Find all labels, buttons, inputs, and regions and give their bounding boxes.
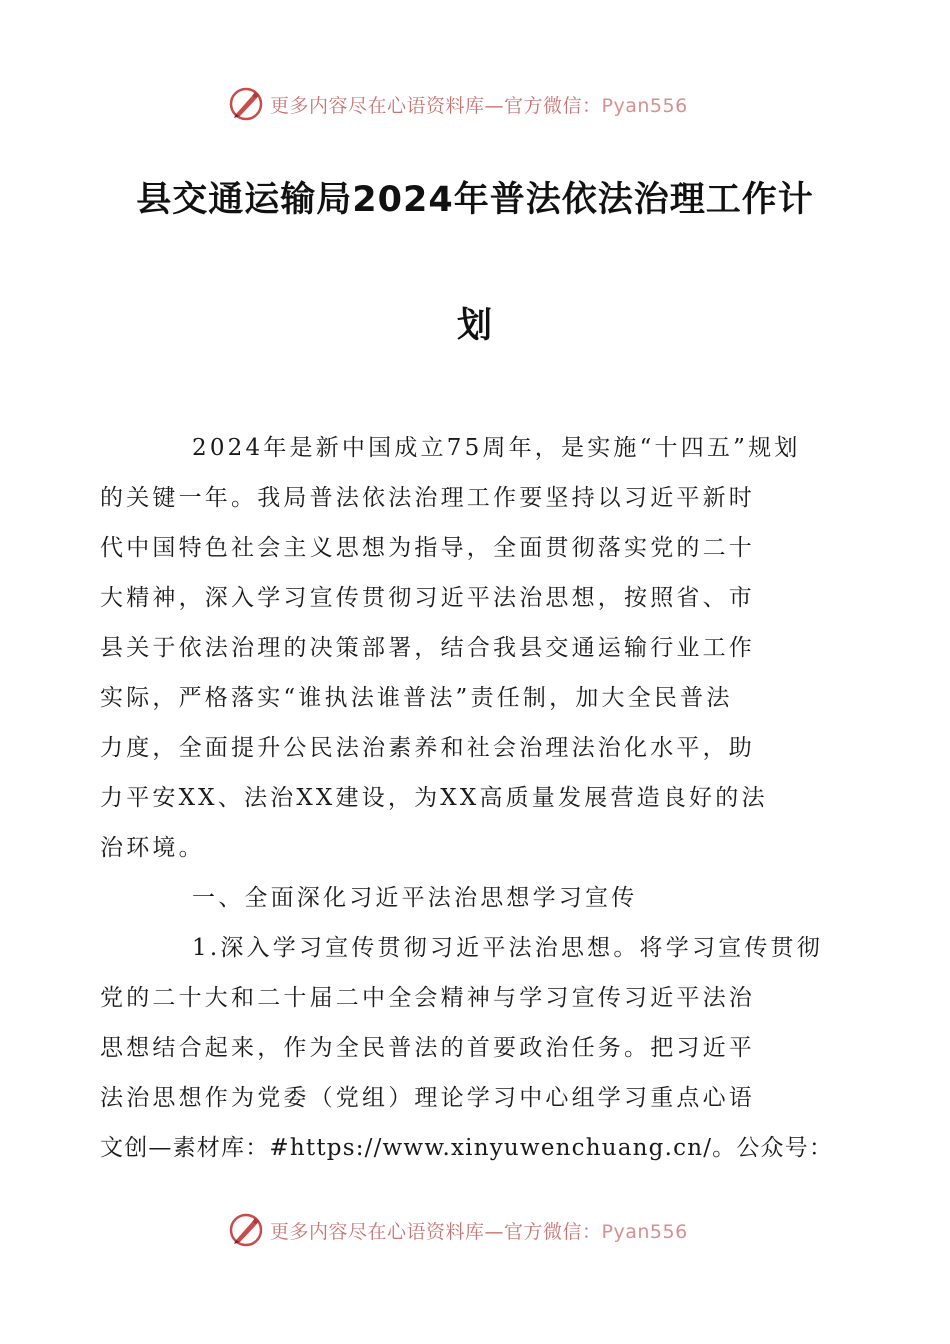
- text-line: 党的二十大和二十届二中全会精神与学习宣传习近平法治: [100, 985, 755, 1011]
- page-title-line-2: 划: [456, 306, 493, 346]
- text-line: 的关键一年。我局普法依法治理工作要坚持以习近平新时: [100, 485, 755, 511]
- paragraph-intro: [100, 423, 806, 873]
- text-line: 一、全面深化习近平法治思想学习宣传: [192, 885, 638, 911]
- text-line: 实际，严格落实“谁执法谁普法”责任制，加大全民普法: [100, 685, 733, 711]
- text-line: 2024年是新中国成立75周年，是实施“十四五”规划: [192, 435, 801, 461]
- text-line: 力平安XX、法治XX建设，为XX高质量发展营造良好的法: [100, 785, 768, 811]
- document-body: [100, 423, 834, 1173]
- page-title-line-1: 县交通运输局2024年普法依法治理工作计: [136, 180, 814, 220]
- text-line: 1.深入学习宣传贯彻习近平法治思想。将学习宣传贯彻: [192, 935, 823, 961]
- text-line: 思想结合起来，作为全民普法的首要政治任务。把习近平: [100, 1035, 755, 1061]
- text-line: 大精神，深入学习宣传贯彻习近平法治思想，按照省、市: [100, 585, 755, 611]
- pen-logo-icon: [228, 86, 264, 122]
- text-line: 法治思想作为党委（党组）理论学习中心组学习重点心语: [100, 1085, 755, 1111]
- paragraph-item-1: [100, 923, 834, 1173]
- header-banner: [0, 84, 950, 124]
- pen-logo-icon: [228, 1212, 264, 1248]
- section-heading-1: [146, 873, 806, 923]
- text-line: 代中国特色社会主义思想为指导，全面贯彻落实党的二十: [100, 535, 755, 561]
- text-line: 县关于依法治理的决策部署，结合我县交通运输行业工作: [100, 635, 755, 661]
- text-line: 治环境。: [100, 835, 205, 861]
- header-banner-text: 更多内容尽在心语资料库—官方微信：Pyan556: [270, 94, 688, 117]
- text-line: 文创—素材库：#https://www.xinyuwenchuang.cn/。公众号：: [100, 1135, 834, 1161]
- footer-banner: [0, 1210, 950, 1250]
- footer-banner-text: 更多内容尽在心语资料库—官方微信：Pyan556: [270, 1220, 688, 1243]
- text-line: 力度，全面提升公民法治素养和社会治理法治化水平，助: [100, 735, 755, 761]
